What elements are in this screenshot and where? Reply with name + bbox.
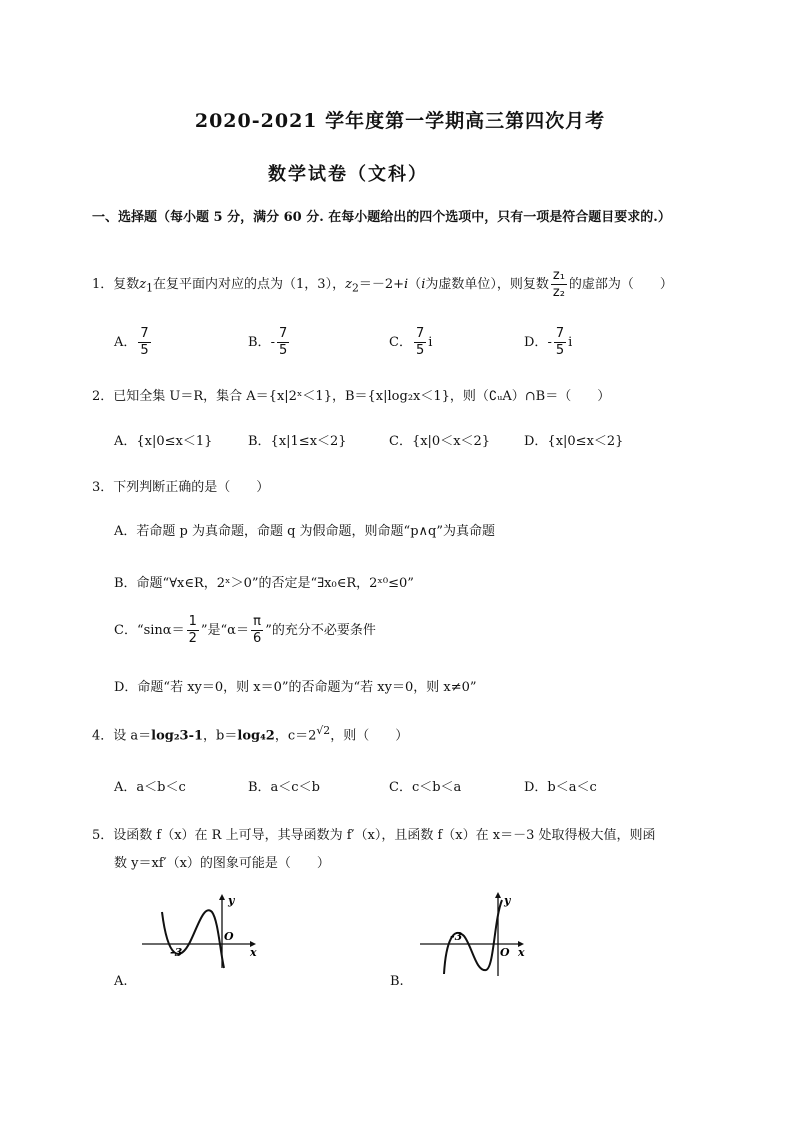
q2-option-b[interactable]: B．{x|1≤x＜2} bbox=[248, 434, 347, 449]
y-label: y bbox=[504, 894, 511, 907]
y-label: y bbox=[228, 894, 235, 907]
q5-option-a-label[interactable]: A. bbox=[114, 974, 128, 989]
option-label: C． bbox=[114, 623, 137, 638]
tick-label: -3 bbox=[450, 930, 463, 943]
q1-text-3: ＝－2+ bbox=[358, 277, 404, 292]
q4-option-c[interactable]: C．c＜b＜a bbox=[389, 780, 462, 795]
q4-text-1: 4．设 a＝ bbox=[92, 728, 152, 744]
question-5-line-2: 数 y＝xf′（x）的图象可能是（ ） bbox=[114, 856, 330, 871]
question-3: 3．下列判断正确的是（ ） bbox=[92, 480, 270, 495]
q1-z2-sub: 2 bbox=[351, 281, 359, 295]
exam-title: 2020-2021 学年度第一学期高三第四次月考 bbox=[194, 110, 606, 132]
q1-option-d[interactable] bbox=[524, 326, 572, 359]
q1-i-2: i bbox=[421, 277, 426, 292]
option-suffix: i bbox=[568, 335, 573, 350]
q1-frac-den: z₂ bbox=[552, 285, 565, 300]
frac-num: 7 bbox=[415, 326, 425, 341]
section-heading: 一、选择题（每小题 5 分，满分 60 分. 在每小题给出的四个选项中，只有一项是符合题目要求的.） bbox=[92, 210, 671, 225]
q1-i-1: i bbox=[404, 277, 409, 292]
option-sign: - bbox=[270, 335, 275, 350]
q5-graph-b[interactable] bbox=[418, 890, 538, 984]
q3c-text-2: ”是“α＝ bbox=[200, 623, 249, 638]
q1-option-b[interactable] bbox=[248, 326, 291, 359]
q4-options bbox=[114, 776, 714, 796]
q3-option-b[interactable]: B．命题“∀x∈R，2ˣ＞0”的否定是“∃x₀∈R，2ˣ⁰≤0” bbox=[114, 576, 414, 591]
frac-den: 5 bbox=[140, 343, 149, 358]
q1-options bbox=[114, 326, 714, 366]
q3c-text-3: ”的充分不必要条件 bbox=[265, 623, 376, 638]
question-2: 2．已知全集 U＝R，集合 A＝{x|2ˣ＜1}，B＝{x|log₂x＜1}，则（∁ᵤA）∩B＝（ ） bbox=[92, 389, 611, 404]
option-label: D． bbox=[524, 335, 548, 350]
q2-options bbox=[114, 430, 714, 450]
q5-graph-a[interactable] bbox=[140, 890, 260, 974]
q1-fraction bbox=[551, 268, 567, 301]
q1-text-1: 1．复数 bbox=[92, 277, 140, 292]
option-fraction bbox=[554, 326, 566, 359]
origin-label: O bbox=[224, 930, 234, 943]
q1-option-c[interactable] bbox=[389, 326, 432, 359]
q3-option-d[interactable]: D．命题“若 xy＝0，则 x＝0”的否命题为“若 xy＝0，则 x≠0” bbox=[114, 680, 477, 695]
question-4 bbox=[92, 724, 408, 743]
q4-text-2: ，b＝ bbox=[203, 728, 238, 744]
x-label: x bbox=[250, 946, 257, 959]
option-sign: - bbox=[547, 335, 552, 350]
frac-den: 6 bbox=[252, 631, 262, 646]
q4-b-expr: log₄2 bbox=[237, 728, 275, 744]
x-label: x bbox=[518, 946, 525, 959]
question-1 bbox=[92, 268, 673, 301]
frac-den: 5 bbox=[278, 343, 288, 358]
q1-text-2: 在复平面内对应的点为（1，3）， bbox=[153, 277, 346, 292]
question-5-line-1: 5．设函数 f（x）在 R 上可导，其导函数为 f′（x），且函数 f（x）在 x＝－3 处取得极大值，则函 bbox=[92, 828, 656, 843]
y-axis-arrow bbox=[219, 894, 225, 900]
q2-option-a[interactable]: A．{x|0≤x＜1} bbox=[114, 434, 213, 449]
option-label: B． bbox=[248, 335, 271, 350]
option-fraction bbox=[138, 326, 150, 359]
tick-label: -3 bbox=[170, 946, 183, 959]
q3c-fraction-1 bbox=[187, 614, 199, 647]
frac-num: 7 bbox=[140, 326, 149, 341]
q5-option-b-label[interactable]: B. bbox=[390, 974, 404, 989]
option-fraction bbox=[277, 326, 289, 359]
q1-z1: z bbox=[139, 277, 147, 292]
origin-label: O bbox=[500, 946, 510, 959]
frac-num: π bbox=[253, 614, 261, 629]
q4-a-expr: log₂3-1 bbox=[151, 728, 204, 744]
graph-curve bbox=[162, 910, 224, 968]
frac-den: 5 bbox=[555, 343, 565, 358]
y-axis-arrow bbox=[495, 892, 501, 898]
q4-option-a[interactable]: A．a＜b＜c bbox=[114, 780, 186, 795]
frac-den: 5 bbox=[415, 343, 425, 358]
q4-text-3: ，c＝2 bbox=[274, 728, 317, 744]
q2-option-c[interactable]: C．{x|0＜x＜2} bbox=[389, 434, 491, 449]
q1-z2: z bbox=[345, 277, 352, 292]
q1-frac-num: z₁ bbox=[552, 268, 565, 283]
q3-option-a[interactable]: A．若命题 p 为真命题，命题 q 为假命题，则命题“p∧q”为真命题 bbox=[114, 524, 496, 539]
q4-option-b[interactable]: B．a＜c＜b bbox=[248, 780, 320, 795]
option-fraction bbox=[414, 326, 426, 359]
q1-text-4: （ bbox=[408, 277, 422, 292]
q4-option-d[interactable]: D．b＜a＜c bbox=[524, 780, 597, 795]
q1-text-6: 的虚部为（ ） bbox=[568, 277, 673, 292]
q2-option-d[interactable]: D．{x|0≤x＜2} bbox=[524, 434, 624, 449]
q4-text-4: ，则（ ） bbox=[330, 728, 409, 744]
option-suffix: i bbox=[428, 335, 433, 350]
frac-den: 2 bbox=[188, 631, 197, 646]
q3-option-c[interactable] bbox=[114, 614, 376, 647]
q4-c-expr: √2 bbox=[316, 724, 331, 737]
exam-subtitle: 数学试卷（文科） bbox=[268, 164, 428, 185]
q3c-fraction-2 bbox=[251, 614, 263, 647]
frac-num: 7 bbox=[278, 326, 288, 341]
q1-text-5: 为虚数单位），则复数 bbox=[425, 277, 549, 292]
q3c-text-1: “sinα＝ bbox=[136, 623, 185, 638]
frac-num: 7 bbox=[555, 326, 565, 341]
q1-option-a[interactable] bbox=[114, 326, 153, 359]
option-label: C． bbox=[389, 335, 412, 350]
frac-num: 1 bbox=[188, 614, 197, 629]
q1-z1-sub: 1 bbox=[146, 281, 154, 295]
option-label: A． bbox=[114, 335, 137, 350]
